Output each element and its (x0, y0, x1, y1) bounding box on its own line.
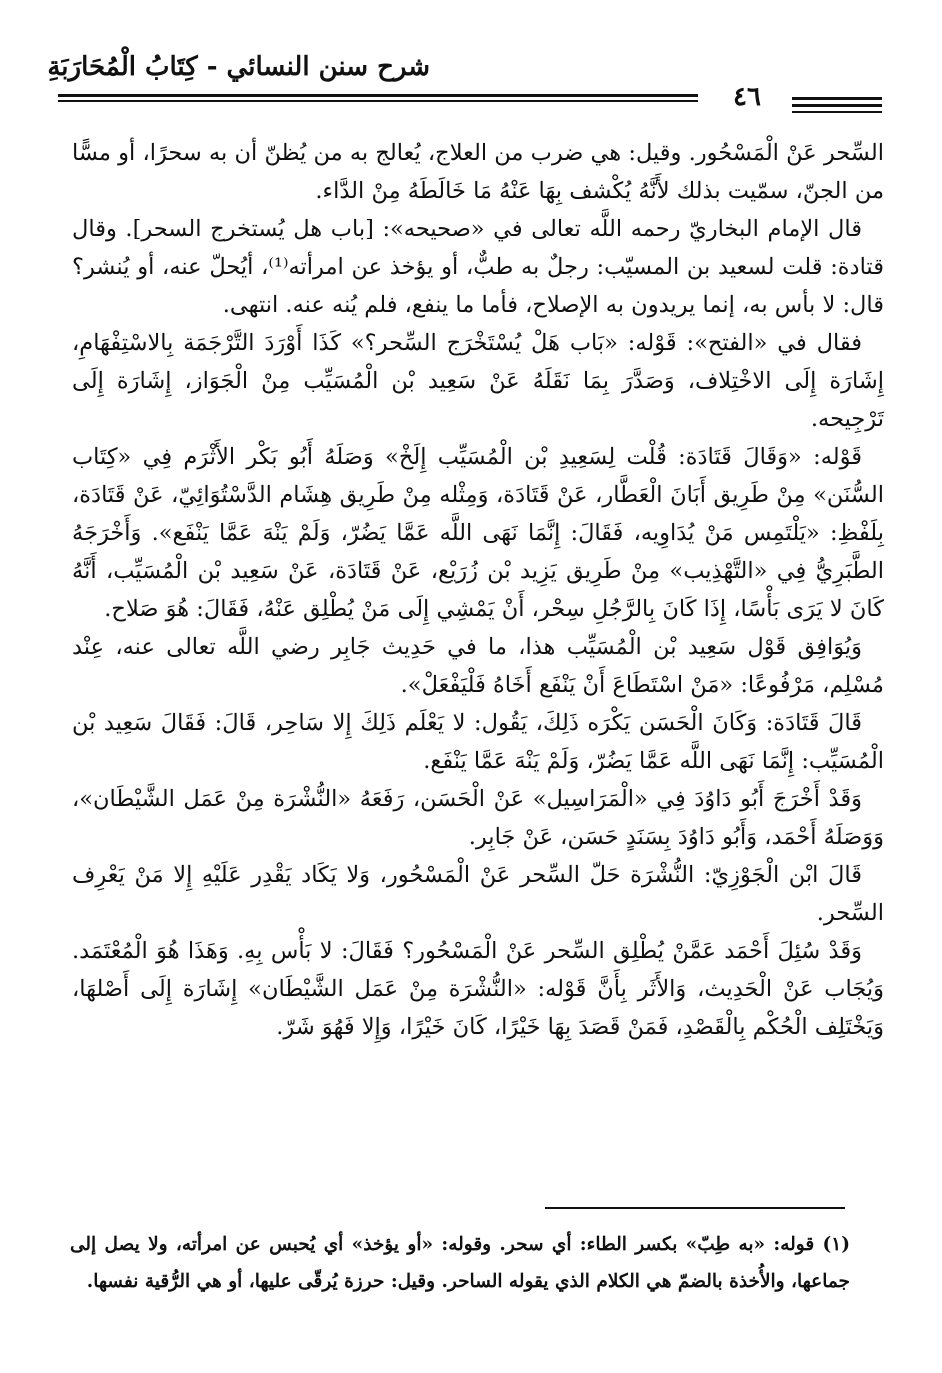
page-number-rule (792, 111, 882, 113)
header-rule-thin (58, 100, 698, 102)
paragraph-6: قَالَ قَتَادَة: وَكَانَ الْحَسَن يَكْرَه ذَلِكَ، يَقُول: لا يَعْلَم ذَلِكَ إِلا سَاحِر، قَالَ: فَقَالَ سَعِيد بْن الْمُسَيِّب: إِنَّمَا نَهَى اللَّه عَمَّا يَضُرّ، وَلَمْ يَنْهَ عَمَّا يَنْفَع. (72, 710, 884, 774)
paragraph-9: وَقَدْ سُئِلَ أَحْمَد عَمَّنْ يُطْلِق السِّحر عَنْ الْمَسْحُور؟ فَقَالَ: لا بَأْس بِهِ. وَهَذَا هُوَ الْمُعْتَمَد. وَيُجَاب عَنْ الْحَدِيث، وَالأَثَر بِأَنَّ قَوْله: «النُّشْرَة مِنْ عَمَل الشَّيْطَان» إِشَارَة إِلَى أَصْلهَا، وَيَخْتَلِف الْحُكْم بِالْقَصْدِ، فَمَنْ قَصَدَ بِهَا خَيْرًا، كَانَ خَيْرًا، وَإِلا فَهُوَ شَرّ. (72, 938, 884, 1040)
page-number: ٤٦ (733, 82, 761, 112)
paragraph-1: السِّحر عَنْ الْمَسْحُور. وقيل: هي ضرب من العلاج، يُعالج به من يُظنّ أن به سحرًا، أو مسًّا من الجنّ، سمّيت بذلك لأَنَّهُ يُكْشف بِهَا عَنْهُ مَا خَالَطَهُ مِنْ الدَّاء. (72, 140, 884, 204)
footnote-separator (545, 1207, 845, 1209)
paragraph-5: وَيُوَافِق قَوْل سَعِيد بْن الْمُسَيِّب هذا، ما في حَدِيث جَابِر رضي اللَّه تعالى عنه، عِنْد مُسْلِم، مَرْفُوعًا: «مَنْ اسْتَطَاعَ أَنْ يَنْفَع أَخَاهُ فَلْيَفْعَلْ». (72, 634, 884, 698)
page-number-rule (792, 104, 882, 107)
main-text (72, 134, 884, 1046)
paragraph-8: قَالَ ابْن الْجَوْزِيّ: النُّشْرَة حَلّ السِّحر عَنْ الْمَسْحُور، وَلا يَكَاد يَقْدِر عَلَيْهِ إِلا مَنْ يَعْرِف السِّحر. (72, 862, 884, 926)
paragraph-7: وَقَدْ أَخْرَجَ أَبُو دَاوُدَ فِي «الْمَرَاسِيل» عَنْ الْحَسَن، رَفَعَهُ «النُّشْرَة مِنْ عَمَل الشَّيْطَان»، وَوَصَلَهُ أَحْمَد، وَأَبُو دَاوُدَ بِسَنَدٍ حَسَن، عَنْ جَابِر. (72, 786, 884, 850)
page-number-rule (792, 97, 882, 100)
paragraph-2: قال الإمام البخاريّ رحمه اللَّه تعالى في «صحيحه»: [باب هل يُستخرج السحر]. وقال قتادة: قلت لسعيد بن المسيّب: رجلٌ به طبٌّ، أو يؤخذ عن امرأته⁽¹⁾، أيُحلّ عنه، أو يُنشر؟ قال: لا بأس به، إنما يريدون به الإصلاح، فأما ما ينفع، فلم يُنه عنه. انتهى. (72, 216, 884, 318)
footnotes (70, 1226, 850, 1300)
header-rule (58, 94, 698, 97)
paragraph-4: قَوْله: «وَقَالَ قَتَادَة: قُلْت لِسَعِيدِ بْن الْمُسَيِّب إِلَخْ» وَصَلَهُ أَبُو بَكْر الأَثْرَم فِي «كِتَاب السُّنَن» مِنْ طَرِيق أَبَانَ الْعَطَّار، عَنْ قَتَادَة، وَمِثْله مِنْ طَرِيق هِشَام الدَّسْتُوَائِيّ، عَنْ قَتَادَة، بِلَفْظِ: «يَلْتَمِس مَنْ يُدَاوِيه، فَقَالَ: إِنَّمَا نَهَى اللَّه عَمَّا يَضُرّ، وَلَمْ يَنْهَ عَمَّا يَنْفَع». وَأَخْرَجَهُ الطَّبَرِيُّ فِي «التَّهْذِيب» مِنْ طَرِيق يَزِيد بْن زُرَيْع، عَنْ قَتَادَة، عَنْ سَعِيد بْن الْمُسَيِّب، أَنَّهُ كَانَ لا يَرَى بَأْسًا، إِذَا كَانَ بِالرَّجُلِ سِحْر، أَنْ يَمْشِي إِلَى مَنْ يُطْلِق عَنْهُ، فَقَالَ: هُوَ صَلاح. (72, 444, 884, 622)
running-header-title: شرح سنن النسائي - كِتَابُ الْمُحَارَبَةِ (47, 52, 430, 82)
paragraph-3: فقال في «الفتح»: قَوْله: «بَاب هَلْ يُسْتَخْرَج السِّحر؟» كَذَا أَوْرَدَ التَّرْجَمَة بِالاسْتِفْهَامِ، إِشَارَة إِلَى الاخْتِلاف، وَصَدَّرَ بِمَا نَقَلَهُ عَنْ سَعِيد بْن الْمُسَيِّب مِنْ الْجَوَاز، إِشَارَة إِلَى تَرْجِيحه. (72, 330, 884, 432)
footnote-1: (١) قوله: «به طِبّ» بكسر الطاء: أي سحر. وقوله: «أو يؤخذ» أي يُحبس عن امرأته، ولا يصل إلى جماعها، والأُخذة بالضمّ هي الكلام الذي يقوله الساحر. وقيل: حرزة يُرقّى عليها، أو هي الرُّقية نفسها. (70, 1234, 850, 1292)
